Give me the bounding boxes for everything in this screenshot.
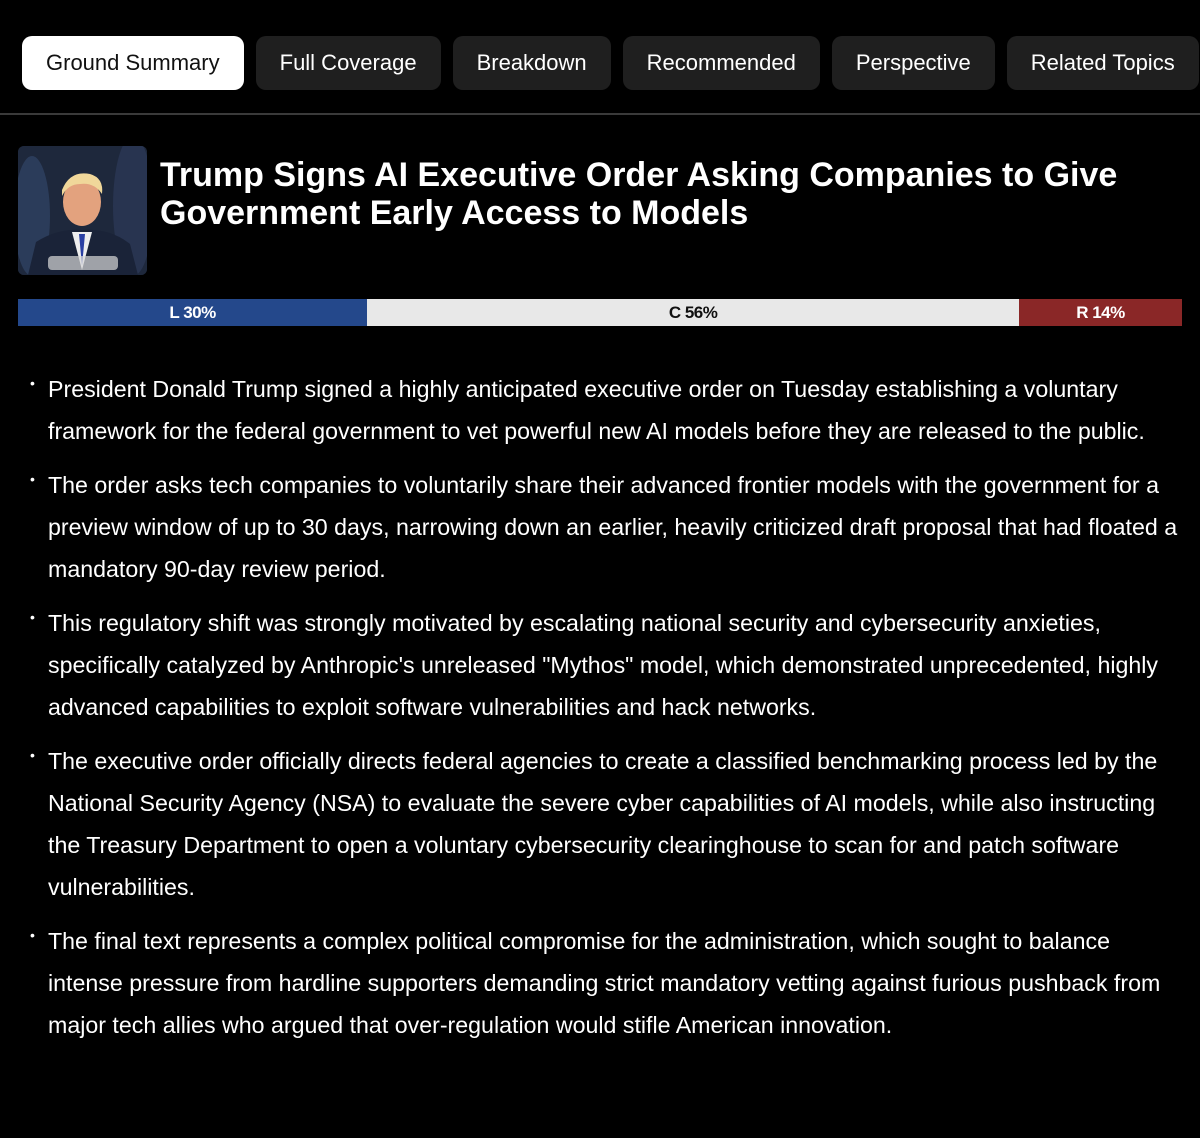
tab-ground-summary[interactable]: Ground Summary xyxy=(22,36,244,90)
tab-breakdown[interactable]: Breakdown xyxy=(453,36,611,90)
summary-text: This regulatory shift was strongly motivated by escalating national security and cybersecurity anxieties, specifically catalyzed by Anthropic's unreleased "Mythos" model, which demonstrated unprecedented, highly advanced capabilities to exploit software vulnerabilities and hack networks. xyxy=(48,610,1159,720)
tab-perspective[interactable]: Perspective xyxy=(832,36,995,90)
bias-left-segment: L 30% xyxy=(18,299,367,326)
bias-right-segment: R 14% xyxy=(1019,299,1182,326)
tab-recommended[interactable]: Recommended xyxy=(623,36,820,90)
summary-point xyxy=(30,740,1190,908)
tab-full-coverage[interactable]: Full Coverage xyxy=(256,36,441,90)
bullet-icon: • xyxy=(30,609,35,625)
summary-point xyxy=(30,464,1190,590)
summary-point xyxy=(30,368,1190,452)
summary-point xyxy=(30,920,1190,1046)
bias-center-segment: C 56% xyxy=(367,299,1019,326)
bullet-icon: • xyxy=(30,471,35,487)
tab-related-topics[interactable]: Related Topics xyxy=(1007,36,1199,90)
summary-text: President Donald Trump signed a highly anticipated executive order on Tuesday establishing a voluntary framework for the federal government to vet powerful new AI models before they are released to the public. xyxy=(48,376,1145,444)
bias-distribution-bar xyxy=(18,299,1182,326)
summary-text: The order asks tech companies to voluntarily share their advanced frontier models with the government for a preview window of up to 30 days, narrowing down an earlier, heavily criticized draft proposal that had floated a mandatory 90-day review period. xyxy=(48,472,1178,582)
summary-point xyxy=(30,602,1190,728)
bullet-icon: • xyxy=(30,375,35,391)
story-headline[interactable]: Trump Signs AI Executive Order Asking Companies to Give Government Early Access to Models xyxy=(160,156,1118,232)
news-photo-icon xyxy=(18,146,147,275)
tab-list xyxy=(22,36,1199,90)
summary-text: The final text represents a complex political compromise for the administration, which sought to balance intense pressure from hardline supporters demanding strict mandatory vetting against furious pushback from major tech allies who argued that over-regulation would stifle American innovation. xyxy=(48,928,1161,1038)
bullet-icon: • xyxy=(30,927,35,943)
summary-text: The executive order officially directs federal agencies to create a classified benchmarking process led by the National Security Agency (NSA) to evaluate the severe cyber capabilities of AI models, while also instructing the Treasury Department to open a voluntary cybersecurity clearinghouse to scan for and patch software vulnerabilities. xyxy=(48,748,1158,900)
tab-bar xyxy=(0,0,1200,115)
bullet-icon: • xyxy=(30,747,35,763)
summary-list xyxy=(30,368,1190,1058)
story-thumbnail xyxy=(18,146,147,275)
